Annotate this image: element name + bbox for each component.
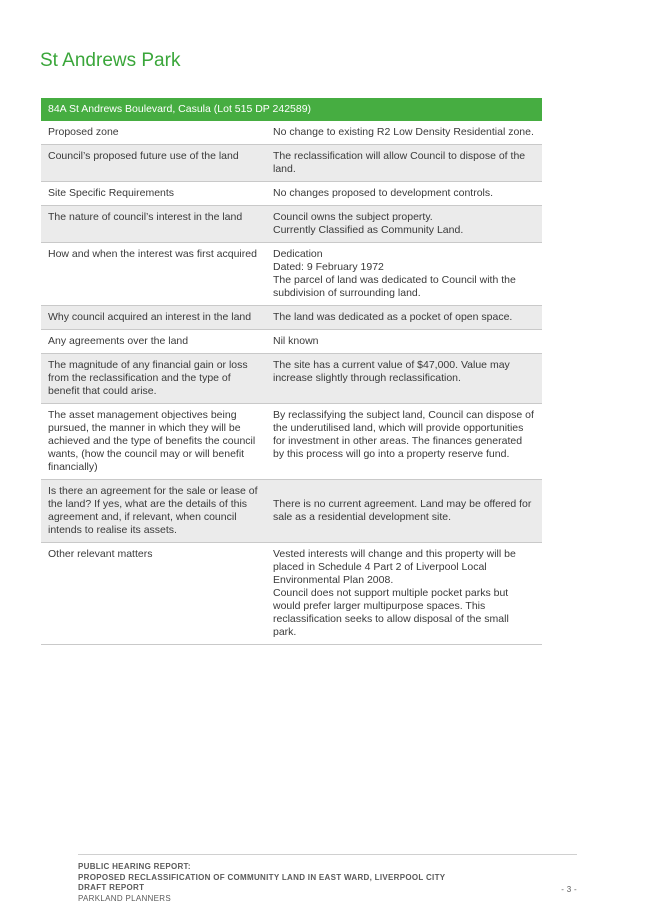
row-value xyxy=(266,182,542,206)
page-number: - 3 - xyxy=(561,885,577,894)
row-value-text: Currently Classified as Community Land. xyxy=(273,224,464,236)
row-value-text: Nil known xyxy=(273,335,319,347)
row-value xyxy=(266,480,542,543)
page-title: St Andrews Park xyxy=(40,50,181,71)
row-value xyxy=(266,145,542,182)
table-header: 84A St Andrews Boulevard, Casula (Lot 515 DP 242589) xyxy=(41,98,542,121)
row-label-text: Any agreements over the land xyxy=(48,335,189,347)
footer-report-title: PROPOSED RECLASSIFICATION OF COMMUNITY LAND IN EAST WARD, LIVERPOOL CITY xyxy=(78,872,446,882)
row-value xyxy=(266,543,542,645)
row-label xyxy=(41,306,266,330)
row-label xyxy=(41,206,266,243)
row-label xyxy=(41,354,266,404)
row-label-text: Why council acquired an interest in the land xyxy=(48,311,252,323)
table-header-row xyxy=(41,98,542,121)
table-row xyxy=(41,330,542,354)
row-value xyxy=(266,330,542,354)
row-value-text: The land was dedicated as a pocket of open space. xyxy=(273,311,513,323)
land-info-table xyxy=(41,98,542,645)
table-row xyxy=(41,404,542,480)
row-label-text: Is there an agreement for the sale or lease of the land? If yes, what are the details of this agreement and, if relevant, when council intends to realise its assets. xyxy=(48,485,258,536)
row-label-text: The magnitude of any financial gain or loss from the reclassification and the type of benefit that could arise. xyxy=(48,359,248,397)
row-label-text: Council’s proposed future use of the land xyxy=(48,150,239,162)
row-value-text: Dedication xyxy=(273,248,323,260)
row-value xyxy=(266,121,542,145)
footer-author: PARKLAND PLANNERS xyxy=(78,893,171,903)
row-label xyxy=(41,145,266,182)
row-value-text: Dated: 9 February 1972 xyxy=(273,261,384,273)
page-footer xyxy=(78,854,577,904)
row-value-text: By reclassifying the subject land, Council can dispose of the underutilised land, which will provide opportunities for investment in other areas. The finances generated by this process will go into a property reserve fund. xyxy=(273,409,534,460)
row-label xyxy=(41,404,266,480)
footer-report-type: PUBLIC HEARING REPORT: xyxy=(78,862,191,871)
row-value xyxy=(266,306,542,330)
table-row xyxy=(41,182,542,206)
row-label xyxy=(41,480,266,543)
row-value-text: No change to existing R2 Low Density Residential zone. xyxy=(273,126,534,138)
table-row xyxy=(41,354,542,404)
row-value-text: The reclassification will allow Council to dispose of the land. xyxy=(273,150,526,175)
row-value xyxy=(266,206,542,243)
row-label xyxy=(41,243,266,306)
row-label-text: Other relevant matters xyxy=(48,548,153,560)
table-row xyxy=(41,243,542,306)
table-row xyxy=(41,480,542,543)
row-value-text: The parcel of land was dedicated to Council with the subdivision of surrounding land. xyxy=(273,274,516,299)
row-value-text: Council owns the subject property. xyxy=(273,211,433,223)
row-label xyxy=(41,330,266,354)
row-value-text: Vested interests will change and this property will be placed in Schedule 4 Part 2 of Liverpool Local Environmental Plan 2008. xyxy=(273,548,516,586)
table-row xyxy=(41,145,542,182)
row-value xyxy=(266,243,542,306)
row-label xyxy=(41,121,266,145)
table-row xyxy=(41,206,542,243)
row-value-text: There is no current agreement. Land may be offered for sale as a residential development site. xyxy=(273,498,532,523)
row-label-text: The nature of council’s interest in the land xyxy=(48,211,243,223)
table-row xyxy=(41,306,542,330)
row-value-text: No changes proposed to development controls. xyxy=(273,187,494,199)
footer-report-status: DRAFT REPORT xyxy=(78,883,145,892)
row-label-text: How and when the interest was first acquired xyxy=(48,248,257,260)
table-body xyxy=(41,121,542,645)
table-row xyxy=(41,121,542,145)
row-value-text: The site has a current value of $47,000. Value may increase slightly through reclassification. xyxy=(273,359,510,384)
row-value-text: Council does not support multiple pocket parks but would prefer larger multipurpose spaces. This reclassification seeks to allow disposal of the small park. xyxy=(273,587,509,638)
table-row xyxy=(41,543,542,645)
row-label-text: Site Specific Requirements xyxy=(48,187,175,199)
row-label-text: The asset management objectives being pursued, the manner in which they will be achieved and the type of benefits the council wants, (how the council may or will benefit financially) xyxy=(48,409,256,473)
row-value xyxy=(266,404,542,480)
row-label xyxy=(41,543,266,645)
row-label-text: Proposed zone xyxy=(48,126,119,138)
row-value xyxy=(266,354,542,404)
row-label xyxy=(41,182,266,206)
